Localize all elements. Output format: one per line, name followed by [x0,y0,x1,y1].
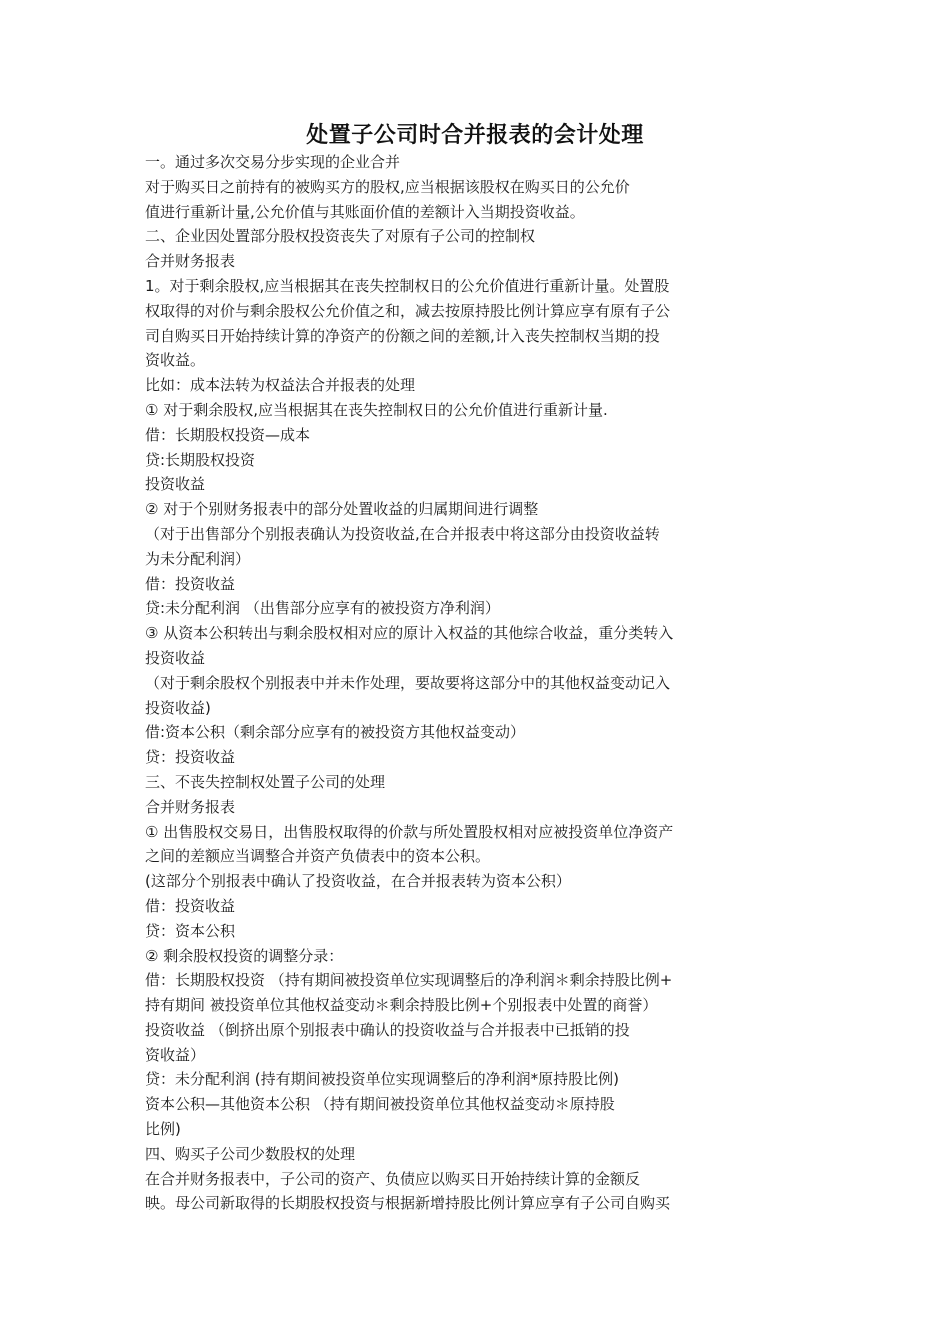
text-line: 资收益。 [145,351,206,370]
text-line: 映。母公司新取得的长期股权投资与根据新增持股比例计算应享有子公司自购买 [145,1194,671,1213]
text-line: 权取得的对价与剩余股权公允价值之和，减去按原持股比例计算应享有原有子公 [145,301,671,320]
text-line: 借:资本公积（剩余部分应享有的被投资方其他权益变动） [145,723,526,742]
text-line: 资本公积—其他资本公积 （持有期间被投资单位其他权益变动＊原持股 [145,1095,615,1114]
text-line: 四、购买子公司少数股权的处理 [145,1144,356,1163]
text-line: 合并财务报表 [145,797,236,816]
text-line: 贷：资本公积 [145,921,236,940]
text-line: 三、不丧失控制权处置子公司的处理 [145,772,386,791]
text-line: 司自购买日开始持续计算的净资产的份额之间的差额,计入丧失控制权当期的投 [145,326,660,345]
text-line: 资收益） [145,1045,206,1064]
text-line: 贷：未分配利润 (持有期间被投资单位实现调整后的净利润*原持股比例) [145,1070,619,1089]
text-line: 一。通过多次交易分步实现的企业合并 [145,153,401,171]
text-line: （对于剩余股权个别报表中并未作处理，要故要将这部分中的其他权益变动记入 [145,673,671,692]
text-line: 投资收益 [145,475,206,494]
text-line: 值进行重新计量,公允价值与其账面价值的差额计入当期投资收益。 [145,202,585,221]
text-line: ② 对于个别财务报表中的部分处置收益的归属期间进行调整 [145,500,539,519]
text-line: ③ 从资本公积转出与剩余股权相对应的原计入权益的其他综合收益，重分类转入 [145,624,674,643]
text-line: 之间的差额应当调整合并资产负债表中的资本公积。 [145,847,491,866]
text-line: 借：长期股权投资 （持有期间被投资单位实现调整后的净利润＊剩余持股比例+ [145,971,673,990]
text-line: 投资收益) [145,698,211,717]
text-line: 对于购买日之前持有的被购买方的股权,应当根据该股权在购买日的公允价 [145,177,630,196]
text-line: 为未分配利润） [145,549,251,568]
text-line: 借：投资收益 [145,574,236,593]
text-line: （对于出售部分个别报表确认为投资收益,在合并报表中将这部分由投资收益转 [145,524,660,543]
text-line: 比如：成本法转为权益法合并报表的处理 [145,376,416,395]
text-line: 1。对于剩余股权,应当根据其在丧失控制权日的公允价值进行重新计量。处置股 [145,276,670,295]
text-line: 投资收益 [145,648,206,667]
document-title: 处置子公司时合并报表的会计处理 [306,123,644,148]
text-line: 投资收益 （倒挤出原个别报表中确认的投资收益与合并报表中已抵销的投 [145,1020,630,1039]
text-line: (这部分个别报表中确认了投资收益，在合并报表转为资本公积） [145,872,571,891]
text-line: 借：长期股权投资—成本 [145,425,311,444]
text-line: 在合并财务报表中，子公司的资产、负债应以购买日开始持续计算的金额反 [145,1169,641,1188]
text-line: 贷:未分配利润 （出售部分应享有的被投资方净利润） [145,599,500,618]
text-line: 贷:长期股权投资 [145,450,256,469]
document-body [145,150,745,1216]
text-line: 比例) [145,1120,181,1139]
text-line: 贷：投资收益 [145,748,236,767]
text-line: 借：投资收益 [145,896,236,915]
text-line: 合并财务报表 [145,252,236,271]
text-line: 二、企业因处置部分股权投资丧失了对原有子公司的控制权 [145,227,536,246]
text-line: ① 对于剩余股权,应当根据其在丧失控制权日的公允价值进行重新计量. [145,400,608,419]
text-line: 持有期间 被投资单位其他权益变动＊剩余持股比例+个别报表中处置的商誉） [145,996,658,1015]
text-line: ① 出售股权交易日，出售股权取得的价款与所处置股权相对应被投资单位净资产 [145,822,674,841]
text-line: ② 剩余股权投资的调整分录： [145,946,344,965]
